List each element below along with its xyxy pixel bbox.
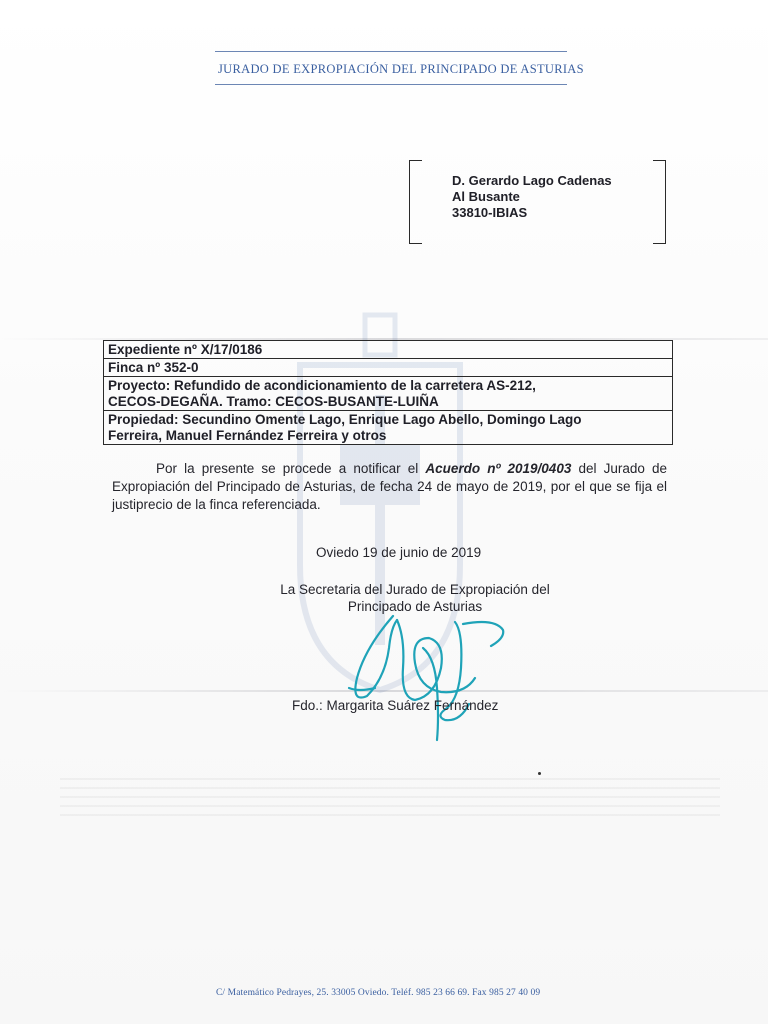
table-row (104, 411, 673, 445)
recipient-name: D. Gerardo Lago Cadenas (452, 173, 612, 188)
recipient-address (452, 173, 612, 221)
project-cell (104, 377, 673, 411)
signed-by: Fdo.: Margarita Suárez Fernández (292, 698, 499, 713)
footer-address: C/ Matemático Pedrayes, 25. 33005 Oviedo. Teléf. 985 23 66 69. Fax 985 27 40 09 (216, 988, 541, 998)
project-line-1: Proyecto: Refundido de acondicionamiento de la carretera AS-212, (108, 378, 536, 393)
place-date: Oviedo 19 de junio de 2019 (316, 545, 482, 560)
table-row (104, 359, 673, 377)
case-reference-table (103, 340, 673, 445)
paragraph-intro: Por la presente se procede a notificar el (156, 461, 426, 476)
recipient-city: 33810-IBIAS (452, 205, 528, 220)
recipient-street: Al Busante (452, 189, 520, 204)
paragraph-rest: del Jurado de Expropiación del Principado de Asturias, de fecha 24 de mayo de 2019, por el que se fija el justiprecio de la finca referenciada. (112, 461, 668, 512)
notification-paragraph (112, 460, 667, 514)
owners-line-2: Ferreira, Manuel Fernández Ferreira y otros (108, 428, 387, 443)
table-row (104, 377, 673, 411)
header-top-rule (215, 51, 567, 52)
owners-line-1: Propiedad: Secundino Omente Lago, Enrique Lago Abello, Domingo Lago (108, 412, 582, 427)
signatory-title-line-2: Principado de Asturias (347, 599, 483, 614)
handwritten-signature (345, 608, 515, 753)
address-window-left (409, 160, 422, 244)
signatory-title-line-1: La Secretaria del Jurado de Expropiación del (280, 582, 550, 597)
letterhead-title: JURADO DE EXPROPIACIÓN DEL PRINCIPADO DE ASTURIAS (218, 62, 584, 76)
ink-speck (538, 772, 541, 775)
project-line-2: CECOS-DEGAÑA. Tramo: CECOS-BUSANTE-LUIÑA (108, 394, 439, 409)
header-bottom-rule (215, 84, 567, 85)
owners-cell (104, 411, 673, 445)
address-window-right (653, 160, 666, 244)
case-number: Expediente nº X/17/0186 (104, 341, 673, 359)
agreement-number: Acuerdo nº 2019/0403 (425, 461, 572, 476)
table-row (104, 341, 673, 359)
show-through (60, 778, 720, 818)
plot-number: Finca nº 352-0 (104, 359, 673, 377)
